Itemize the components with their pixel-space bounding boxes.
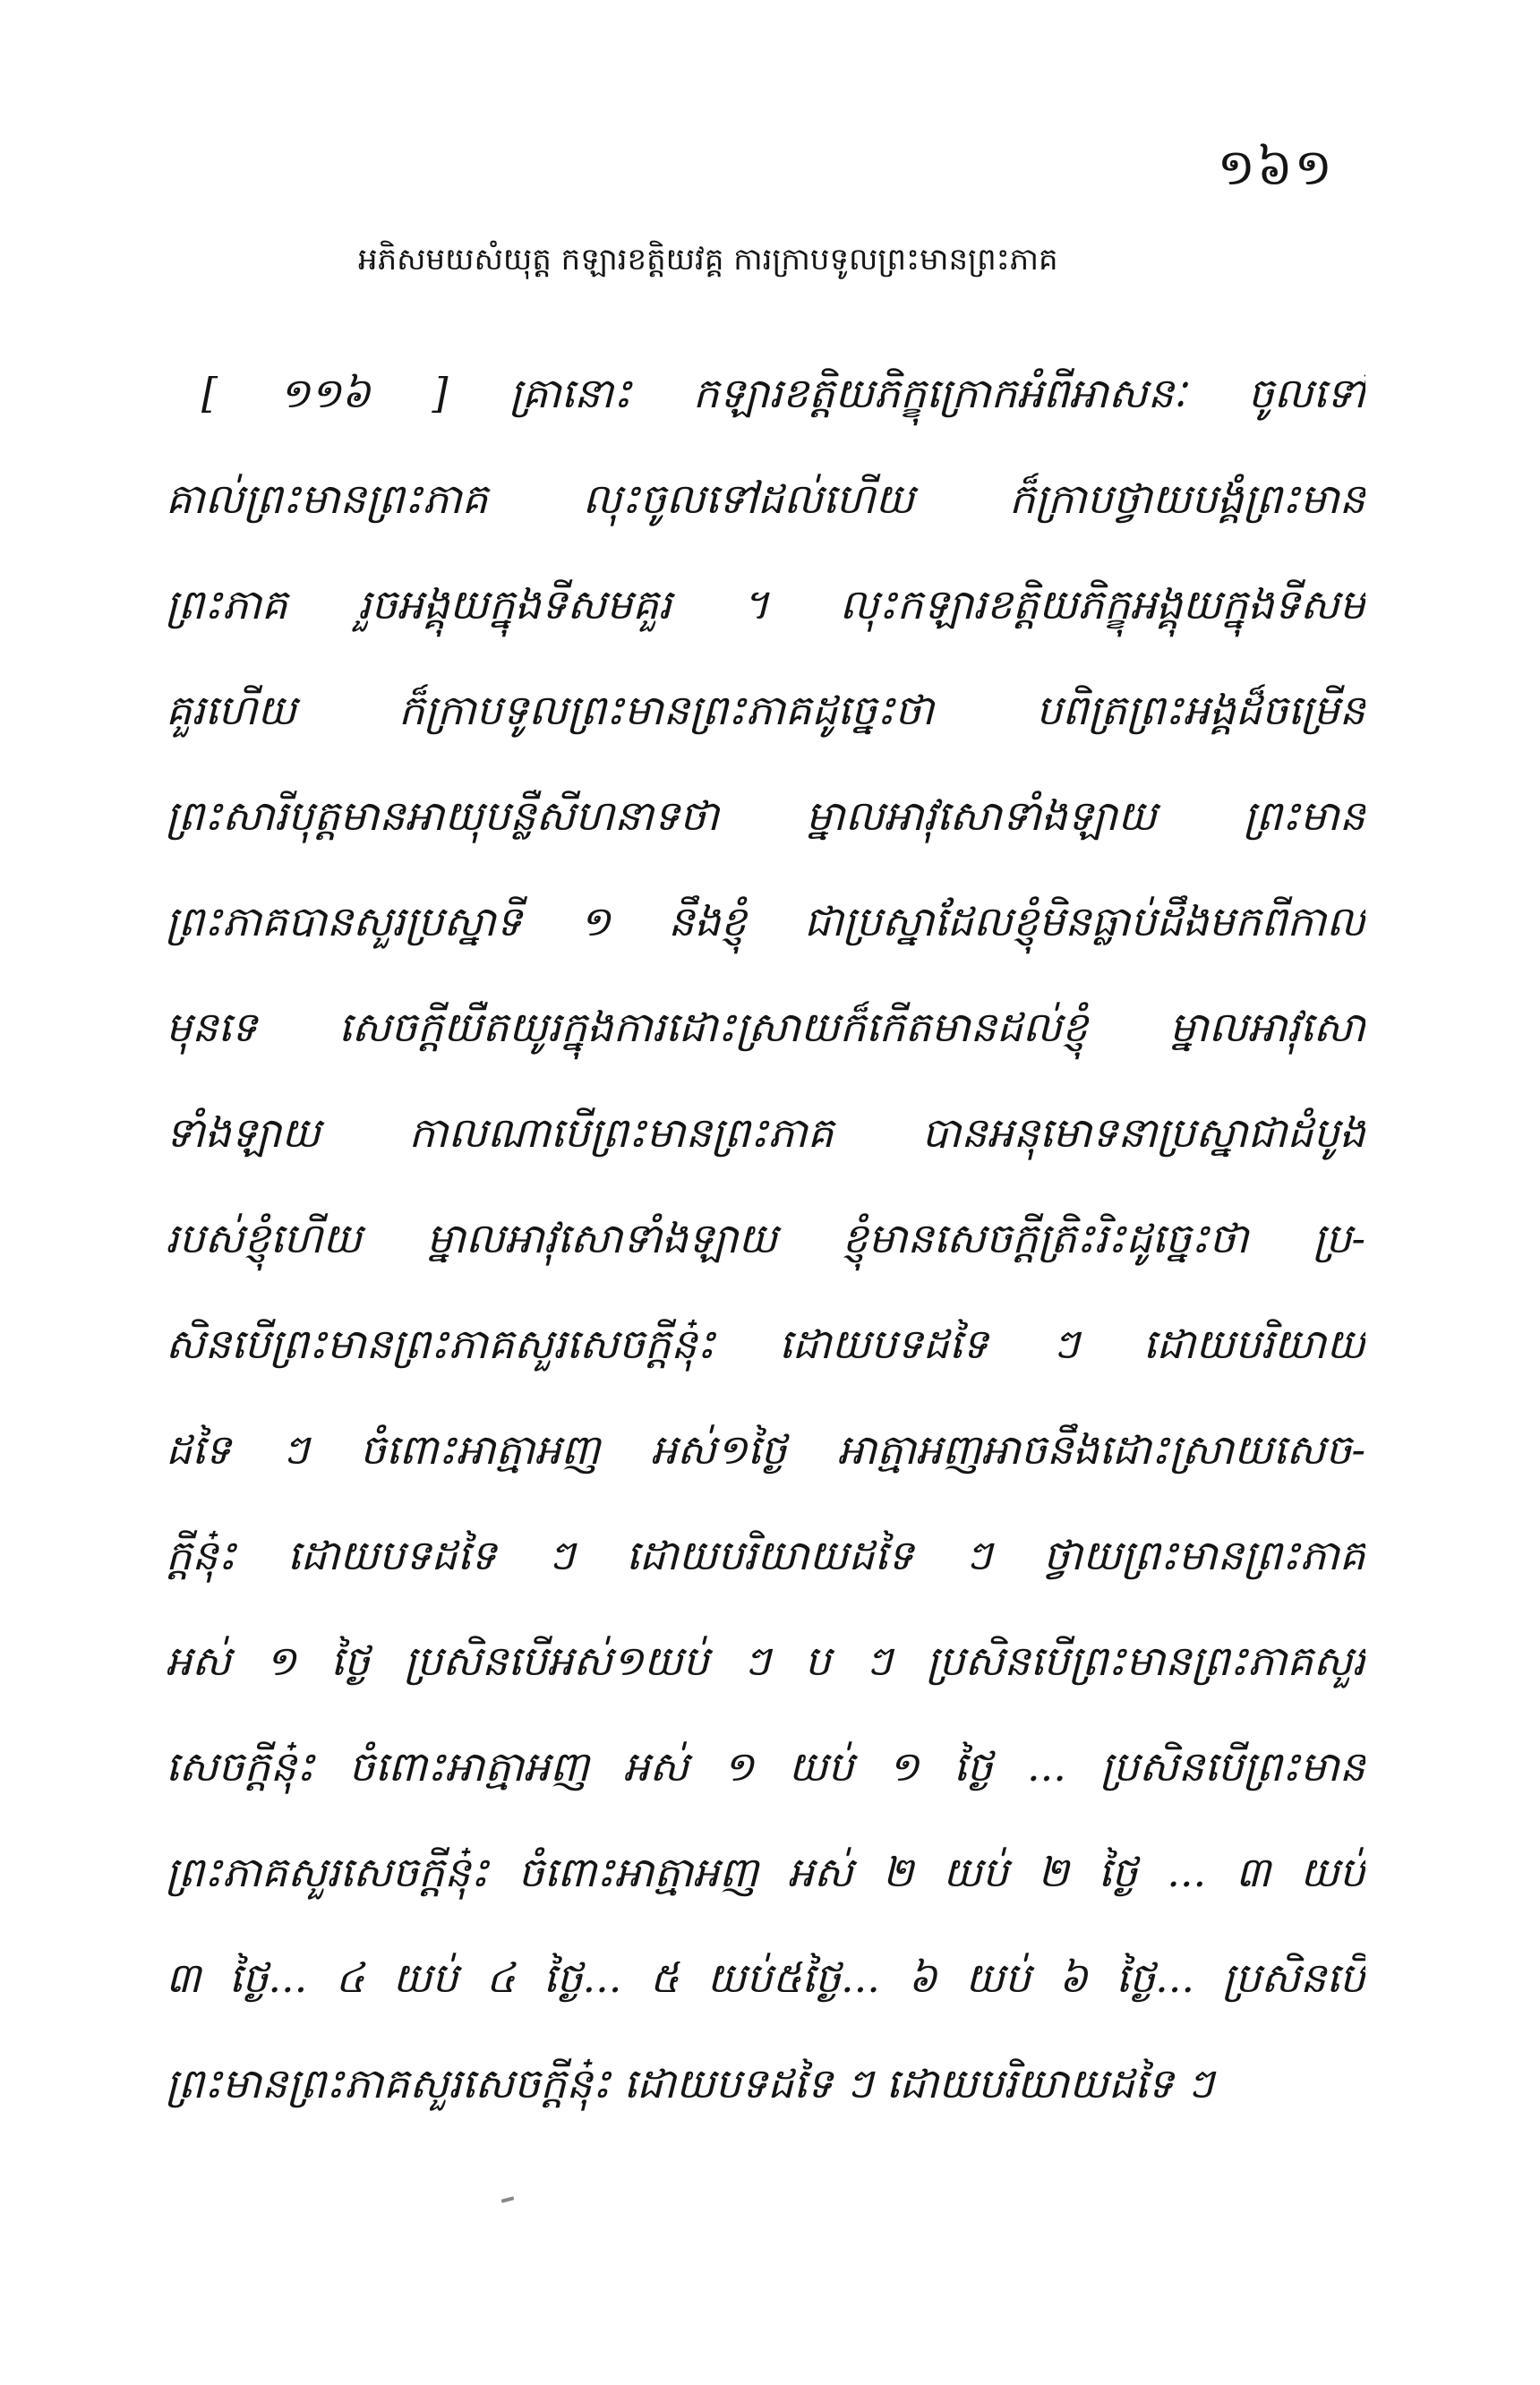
text-line: ព្រះភាគ រួចអង្គុយក្នុងទីសមគួរ ។ លុះកឡារខត្តិយភិក្ខុអង្គុយក្នុងទីសម: [166, 580, 1365, 628]
text-line: សេចក្តីនុ៎ះ ចំពោះអាត្មាអញ អស់ ១ យប់ ១ ថ្ងៃ ... ប្រសិនបើព្រះមាន: [166, 1742, 1365, 1791]
text-line: គាល់ព្រះមានព្រះភាគ លុះចូលទៅដល់ហើយ ក៏ក្រាបថ្វាយបង្គំព្រះមាន: [166, 474, 1365, 523]
text-line: ព្រះសារីបុត្តមានអាយុបន្លឺសីហនាទថា ម្នាលអាវុសោទាំងឡាយ ព្រះមាន: [166, 791, 1365, 840]
text-line: ព្រះភាគបានសួរប្រស្នាទី ១ នឹងខ្ញុំ ជាប្រស្នាដែលខ្ញុំមិនធ្លាប់ដឹងមកពីកាល: [166, 897, 1365, 945]
text-line: អស់ ១ ថ្ងៃ ប្រសិនបើអស់១យប់ ៗ ប ៗ ប្រសិនបើព្រះមានព្រះភាគសួរ: [166, 1637, 1365, 1685]
text-line: ក្តីនុ៎ះ ដោយបទដទៃ ៗ ដោយបរិយាយដទៃ ៗ ថ្វាយព្រះមានព្រះភាគ: [166, 1531, 1365, 1579]
text-line: ទាំងឡាយ កាលណាបើព្រះមានព្រះភាគ បានអនុមោទនាប្រស្នាជាដំបូង: [166, 1108, 1365, 1157]
text-line: មុនទេ សេចក្តីយឺតយូរក្នុងការដោះស្រាយក៏កើតមានដល់ខ្ញុំ ម្នាលអាវុសោ: [166, 1003, 1365, 1051]
page-number: ១៦១: [1217, 139, 1334, 197]
text-line: របស់ខ្ញុំហើយ ម្នាលអាវុសោទាំងឡាយ ខ្ញុំមានសេចក្តីត្រិះរិះដូច្នេះថា ប្រ-: [166, 1214, 1365, 1262]
text-line: ព្រះមានព្រះភាគសួរសេចក្តីនុ៎ះ ដោយបទដទៃ ៗ ដោយបរិយាយដទៃ ៗ: [166, 2059, 1214, 2107]
text-line: គួរហើយ ក៏ក្រាបទូលព្រះមានព្រះភាគដូច្នេះថា បពិត្រព្រះអង្គដ៏ចម្រើន: [166, 686, 1365, 734]
text-line: [ ១១៦ ] គ្រានោះ កឡារខត្តិយភិក្ខុក្រោកអំពីអាសនៈ ចូលទៅ: [201, 369, 1365, 417]
body-text: [166, 340, 1365, 2136]
text-line: ព្រះភាគសួរសេចក្តីនុ៎ះ ចំពោះអាត្មាអញ អស់ ២ យប់ ២ ថ្ងៃ ... ៣ យប់: [166, 1848, 1365, 1896]
text-line: ៣ ថ្ងៃ... ៤ យប់ ៤ ថ្ងៃ... ៥ យប់៥ថ្ងៃ... ៦ យប់ ៦ ថ្ងៃ... ប្រសិនបើ: [166, 1953, 1365, 2002]
text-line: ដទៃ ៗ ចំពោះអាត្មាអញ អស់១ថ្ងៃ អាត្មាអញអាចនឹងដោះស្រាយសេច-: [166, 1425, 1365, 1474]
text-line: សិនបើព្រះមានព្រះភាគសួរសេចក្តីនុ៎ះ ដោយបទដទៃ ៗ ដោយបរិយាយ: [166, 1320, 1365, 1368]
scan-mark: [501, 2196, 515, 2202]
running-header: អភិសមយសំយុត្ត កឡារខត្តិយវគ្គ ការក្រាបទូលព្រះមានព្រះភាគ: [358, 242, 1058, 278]
